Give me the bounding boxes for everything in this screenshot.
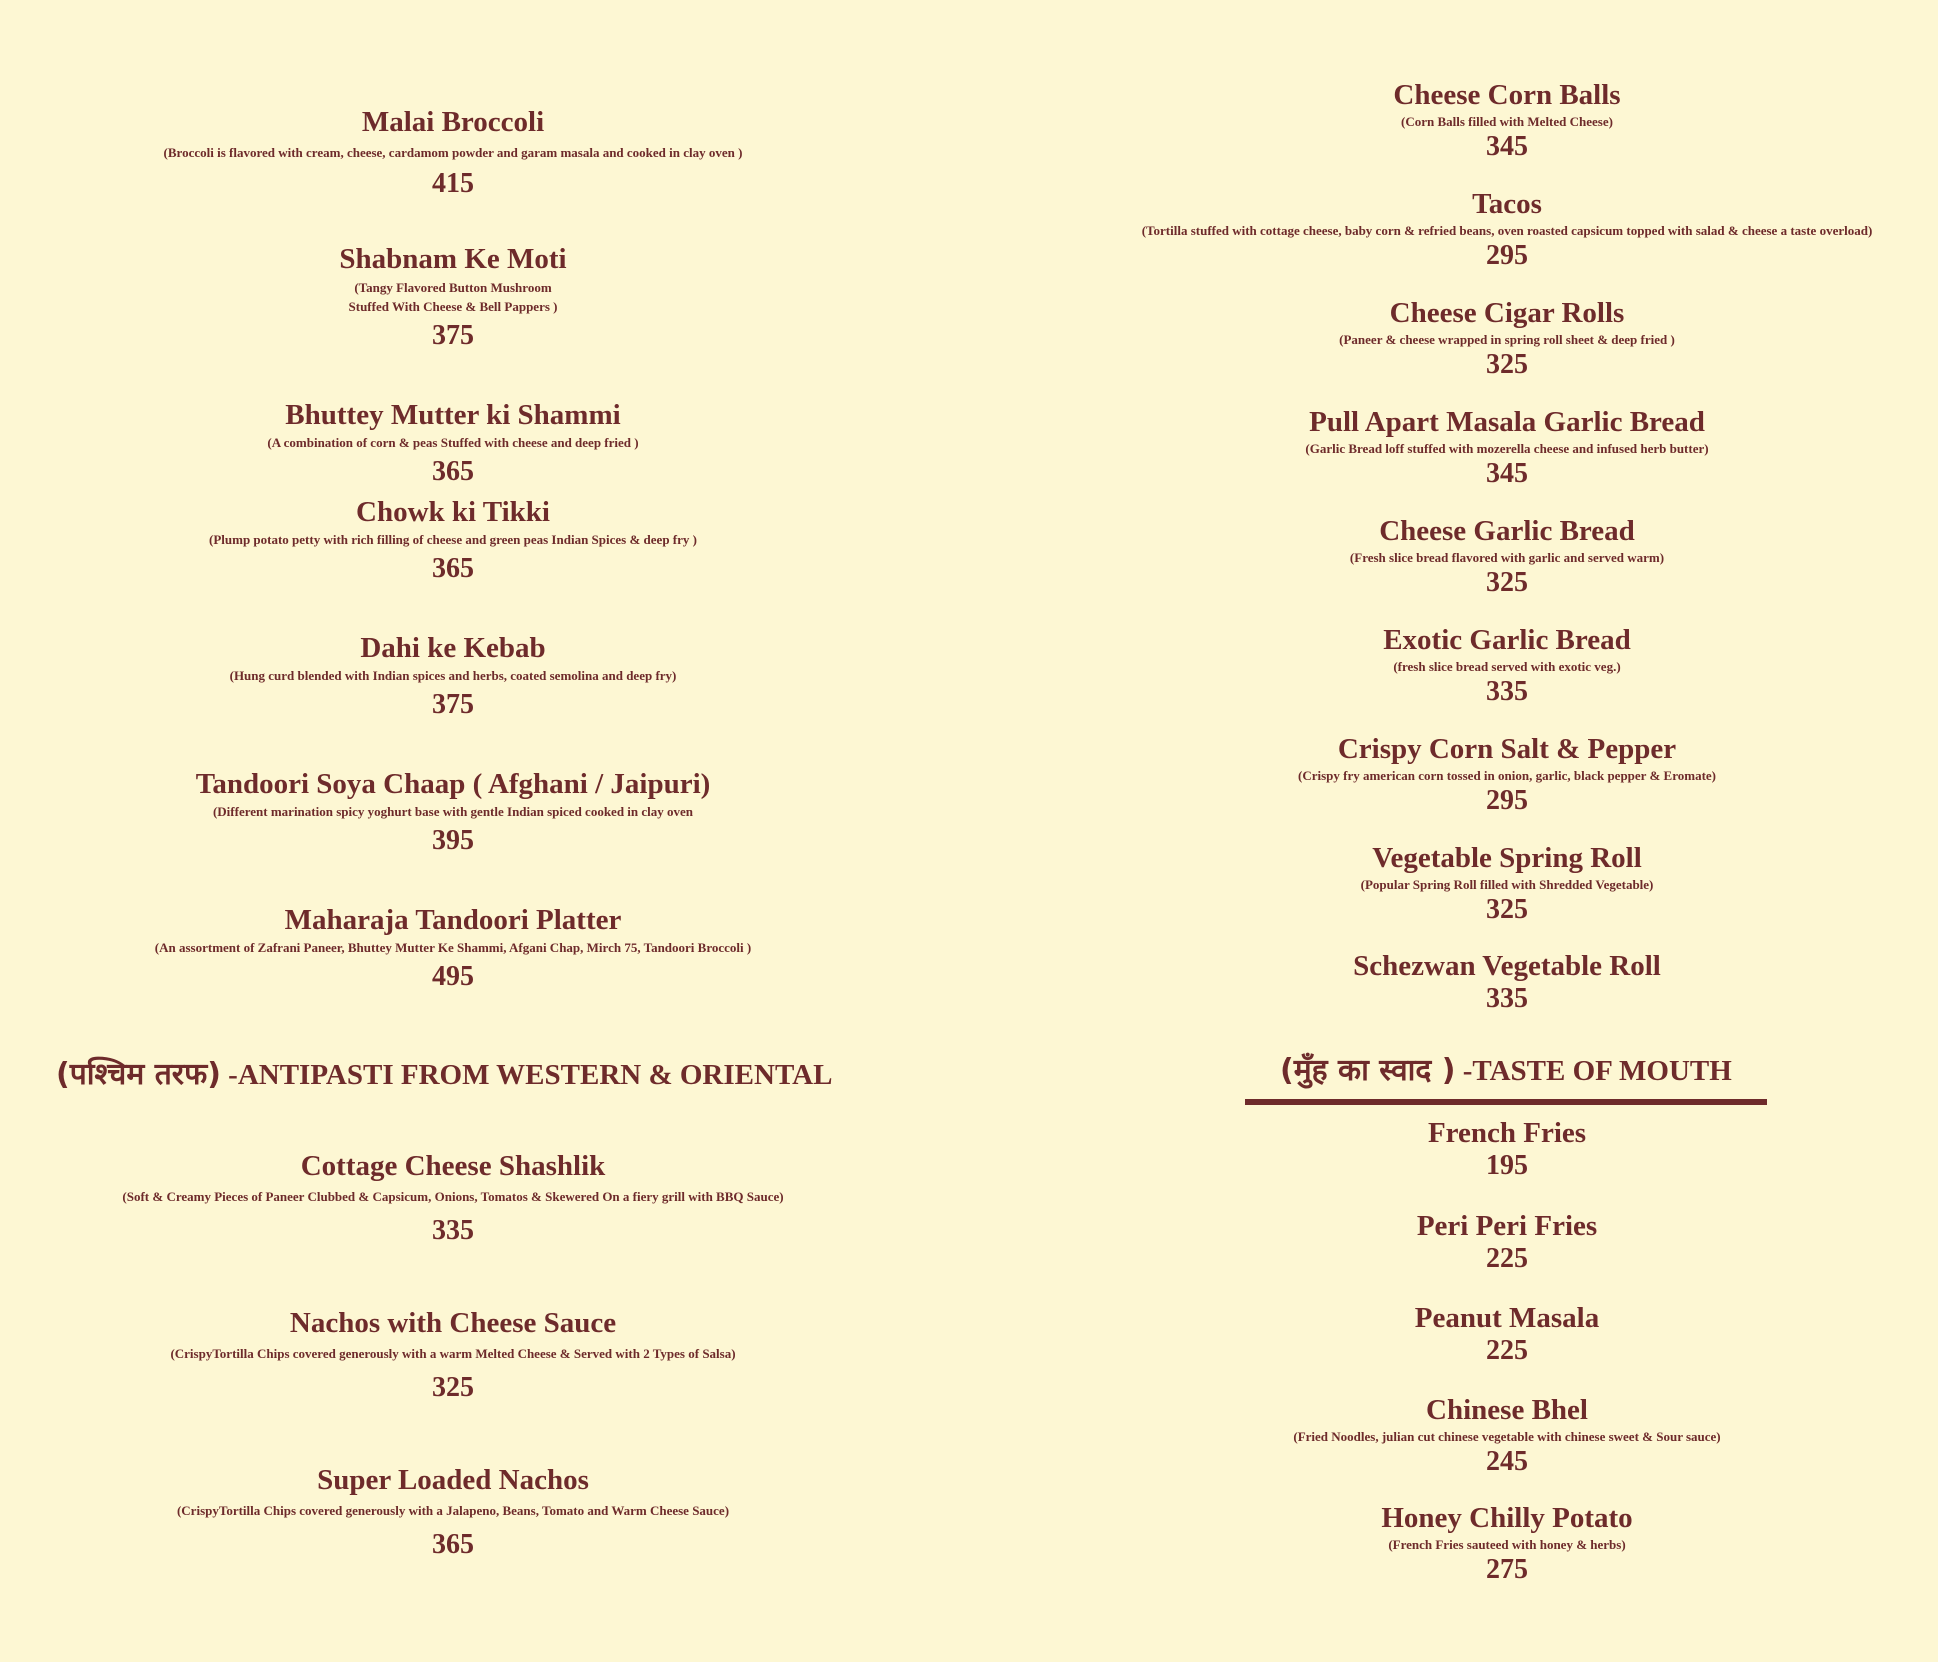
item-description: (Plump potato petty with rich filling of cheese and green peas Indian Spices & deep fry ) xyxy=(209,532,697,547)
item-name: Dahi ke Kebab xyxy=(360,632,546,664)
item-description: (An assortment of Zafrani Paneer, Bhuttey Mutter Ke Shammi, Afgani Chap, Mirch 75, Tandoori Broccoli ) xyxy=(154,940,752,955)
menu-item xyxy=(0,632,906,721)
menu-item xyxy=(0,904,906,993)
item-name: Exotic Garlic Bread xyxy=(1383,624,1631,656)
section-heading-title: -ANTIPASTI FROM WESTERN & ORIENTAL xyxy=(220,1059,833,1091)
item-price: 345 xyxy=(1486,458,1528,489)
item-description: (Different marination spicy yoghurt base with gentle Indian spiced cooked in clay oven xyxy=(212,804,694,819)
menu-item xyxy=(0,243,906,352)
section-heading-hindi: (मुँह का स्वाद ) xyxy=(1280,1053,1456,1088)
item-name: Maharaja Tandoori Platter xyxy=(284,904,622,936)
menu-item xyxy=(0,399,906,488)
item-description: (Corn Balls filled with Melted Cheese) xyxy=(1401,114,1613,129)
item-price: 275 xyxy=(1486,1554,1528,1585)
item-name: Super Loaded Nachos xyxy=(317,1464,589,1496)
item-price: 375 xyxy=(432,320,474,351)
item-price: 225 xyxy=(1486,1335,1528,1366)
item-name: Bhuttey Mutter ki Shammi xyxy=(285,399,621,431)
item-name: Shabnam Ke Moti xyxy=(339,243,567,275)
item-price: 335 xyxy=(432,1215,474,1246)
item-name: Pull Apart Masala Garlic Bread xyxy=(1309,406,1705,438)
menu-item xyxy=(0,1307,906,1404)
item-name: Tacos xyxy=(1472,188,1542,220)
item-name: Cottage Cheese Shashlik xyxy=(300,1150,606,1182)
section-heading-taste-of-mouth xyxy=(1280,1048,1732,1089)
menu-item xyxy=(0,1464,906,1561)
item-description: (Fried Noodles, julian cut chinese vegetable with chinese sweet & Sour sauce) xyxy=(1293,1429,1721,1444)
item-name: French Fries xyxy=(1427,1117,1587,1149)
item-price: 345 xyxy=(1486,131,1528,162)
item-price: 295 xyxy=(1486,240,1528,271)
item-name: Malai Broccoli xyxy=(361,106,545,138)
menu-item xyxy=(0,1150,906,1247)
item-price: 395 xyxy=(432,825,474,856)
item-name: Tandoori Soya Chaap ( Afghani / Jaipuri) xyxy=(195,768,711,800)
item-price: 375 xyxy=(432,689,474,720)
item-name: Chinese Bhel xyxy=(1426,1394,1588,1426)
item-description: (Broccoli is flavored with cream, cheese, cardamom powder and garam masala and cooked in clay oven ) xyxy=(163,145,743,160)
item-description: (CrispyTortilla Chips covered generously with a warm Melted Cheese & Served with 2 Types of Salsa) xyxy=(170,1346,736,1361)
menu-item xyxy=(0,768,906,857)
item-description: (Garlic Bread loff stuffed with mozerella cheese and infused herb butter) xyxy=(1305,441,1709,456)
item-description: (CrispyTortilla Chips covered generously with a Jalapeno, Beans, Tomato and Warm Cheese Sauce) xyxy=(176,1503,730,1518)
item-name: Crispy Corn Salt & Pepper xyxy=(1337,733,1677,765)
menu-item xyxy=(1040,624,1938,708)
item-description: (Fresh slice bread flavored with garlic and served warm) xyxy=(1349,550,1665,565)
item-price: 495 xyxy=(432,961,474,992)
item-name: Cheese Corn Balls xyxy=(1393,79,1621,111)
item-description: (Paneer & cheese wrapped in spring roll sheet & deep fried ) xyxy=(1339,332,1675,347)
item-description: (A combination of corn & peas Stuffed with cheese and deep fried ) xyxy=(267,435,639,450)
item-price: 365 xyxy=(432,553,474,584)
item-description: (Hung curd blended with Indian spices and herbs, coated semolina and deep fry) xyxy=(229,668,677,683)
item-name: Chowk ki Tikki xyxy=(356,496,550,528)
section-divider xyxy=(1245,1099,1767,1105)
item-price: 225 xyxy=(1486,1243,1528,1274)
item-price: 335 xyxy=(1486,983,1528,1014)
item-description: (Soft & Creamy Pieces of Paneer Clubbed & Capsicum, Onions, Tomatos & Skewered On a fiery grill with BBQ Sauce) xyxy=(122,1189,784,1204)
menu-item xyxy=(1040,1210,1938,1275)
item-price: 325 xyxy=(1486,567,1528,598)
item-price: 335 xyxy=(1486,676,1528,707)
menu-item xyxy=(1040,842,1938,926)
item-name: Peanut Masala xyxy=(1414,1302,1600,1334)
item-name: Vegetable Spring Roll xyxy=(1372,842,1642,874)
item-price: 325 xyxy=(432,1372,474,1403)
item-description-line2: Stuffed With Cheese & Bell Pappers ) xyxy=(348,299,558,314)
item-name: Schezwan Vegetable Roll xyxy=(1353,950,1661,982)
menu-item xyxy=(1040,1302,1938,1367)
section-heading-hindi: (पश्चिम तरफ) xyxy=(56,1057,221,1092)
item-description: (Tortilla stuffed with cottage cheese, baby corn & refried beans, oven roasted capsicum topped with salad & cheese a taste overload) xyxy=(1141,223,1873,238)
section-heading-western-oriental xyxy=(56,1052,832,1093)
item-name: Cheese Cigar Rolls xyxy=(1389,297,1625,329)
item-price: 195 xyxy=(1486,1150,1528,1181)
item-name: Cheese Garlic Bread xyxy=(1379,515,1635,547)
item-description: (Tangy Flavored Button Mushroom xyxy=(354,280,552,295)
item-description: (Popular Spring Roll filled with Shredded Vegetable) xyxy=(1360,877,1654,892)
menu-item xyxy=(1040,1117,1938,1182)
menu-item xyxy=(1040,950,1938,1015)
menu-item xyxy=(1040,188,1938,272)
item-description: (French Fries sauteed with honey & herbs) xyxy=(1388,1537,1626,1552)
item-description: (fresh slice bread served with exotic veg.) xyxy=(1393,659,1621,674)
item-price: 365 xyxy=(432,1529,474,1560)
menu-item xyxy=(1040,1502,1938,1586)
item-price: 365 xyxy=(432,456,474,487)
item-name: Nachos with Cheese Sauce xyxy=(289,1307,617,1339)
menu-item xyxy=(0,106,906,200)
item-description: (Crispy fry american corn tossed in onion, garlic, black pepper & Eromate) xyxy=(1297,768,1716,783)
section-heading-title: -TASTE OF MOUTH xyxy=(1455,1055,1732,1087)
menu-item xyxy=(1040,297,1938,381)
item-price: 295 xyxy=(1486,785,1528,816)
menu-item xyxy=(1040,515,1938,599)
item-price: 325 xyxy=(1486,894,1528,925)
item-name: Peri Peri Fries xyxy=(1416,1210,1598,1242)
menu-item xyxy=(1040,1394,1938,1478)
item-price: 415 xyxy=(432,168,474,199)
menu-item xyxy=(1040,79,1938,163)
menu-item xyxy=(1040,733,1938,817)
menu-item xyxy=(0,496,906,585)
menu-item xyxy=(1040,406,1938,490)
item-price: 245 xyxy=(1486,1446,1528,1477)
item-name: Honey Chilly Potato xyxy=(1381,1502,1633,1534)
item-price: 325 xyxy=(1486,349,1528,380)
